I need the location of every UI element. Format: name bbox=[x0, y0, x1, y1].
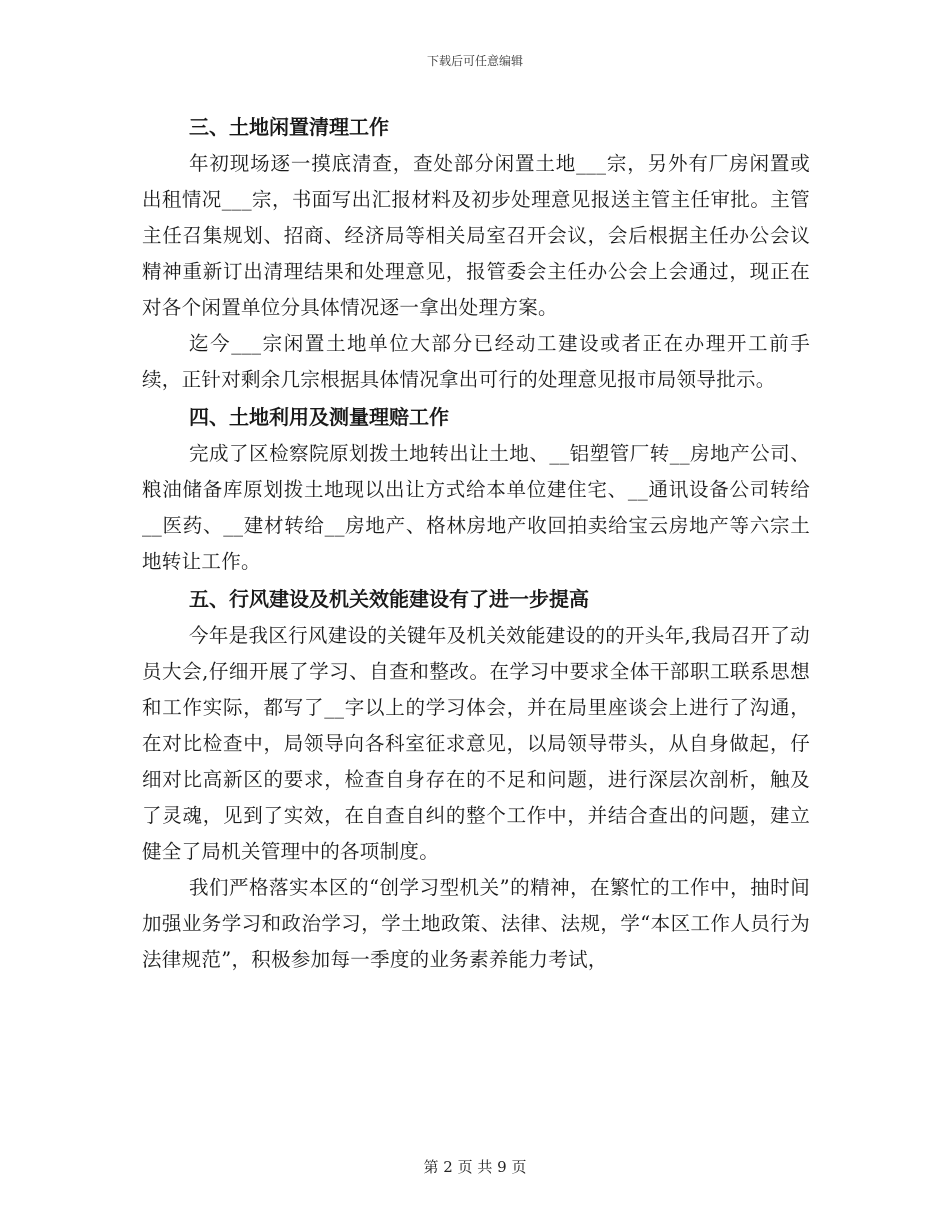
page-number: 第 2 页 共 9 页 bbox=[423, 1158, 527, 1176]
body-paragraph: 完成了区检察院原划拨土地转出让土地、__铝塑管厂转__房地产公司、粮油储备库原划拨土地现以出让方式给本单位建住宅、__通讯设备公司转给__医药、__建材转给__房地产、格林房地产收回拍卖给宝云房地产等六宗土地转让工作。 bbox=[142, 442, 810, 573]
section-heading: 三、土地闲置清理工作 bbox=[189, 115, 389, 139]
section-heading: 五、行风建设及机关效能建设有了进一步提高 bbox=[189, 587, 589, 611]
page-header-note: 下载后可任意编辑 bbox=[426, 54, 523, 68]
section-heading: 四、土地利用及测量理赔工作 bbox=[189, 405, 449, 429]
document-body bbox=[142, 108, 810, 978]
body-paragraph: 我们严格落实本区的“创学习型机关”的精神，在繁忙的工作中，抽时间加强业务学习和政治学习，学土地政策、法律、法规，学“本区工作人员行为法律规范”，积极参加每一季度的业务素养能力考试， bbox=[142, 876, 810, 971]
body-paragraph: 年初现场逐一摸底清查，查处部分闲置土地___宗，另外有厂房闲置或出租情况___宗，书面写出汇报材料及初步处理意见报送主管主任审批。主管主任召集规划、招商、经济局等相关局室召开会议，会后根据主任办公会议精神重新订出清理结果和处理意见，报管委会主任办公会上会通过，现正在对各个闲置单位分具体情况逐一拿出处理方案。 bbox=[142, 152, 810, 319]
body-paragraph: 今年是我区行风建设的关键年及机关效能建设的的开头年,我局召开了动员大会,仔细开展了学习、自查和整改。在学习中要求全体干部职工联系思想和工作实际，都写了__字以上的学习体会，并在局里座谈会上进行了沟通，在对比检查中，局领导向各科室征求意见，以局领导带头，从自身做起，仔细对比高新区的要求，检查自身存在的不足和问题，进行深层次剖析，触及了灵魂，见到了实效，在自查自纠的整个工作中，并结合查出的问题，建立健全了局机关管理中的各项制度。 bbox=[142, 624, 810, 863]
body-paragraph: 迄今___宗闲置土地单位大部分已经动工建设或者正在办理开工前手续，正针对剩余几宗根据具体情况拿出可行的处理意见报市局领导批示。 bbox=[142, 332, 810, 391]
